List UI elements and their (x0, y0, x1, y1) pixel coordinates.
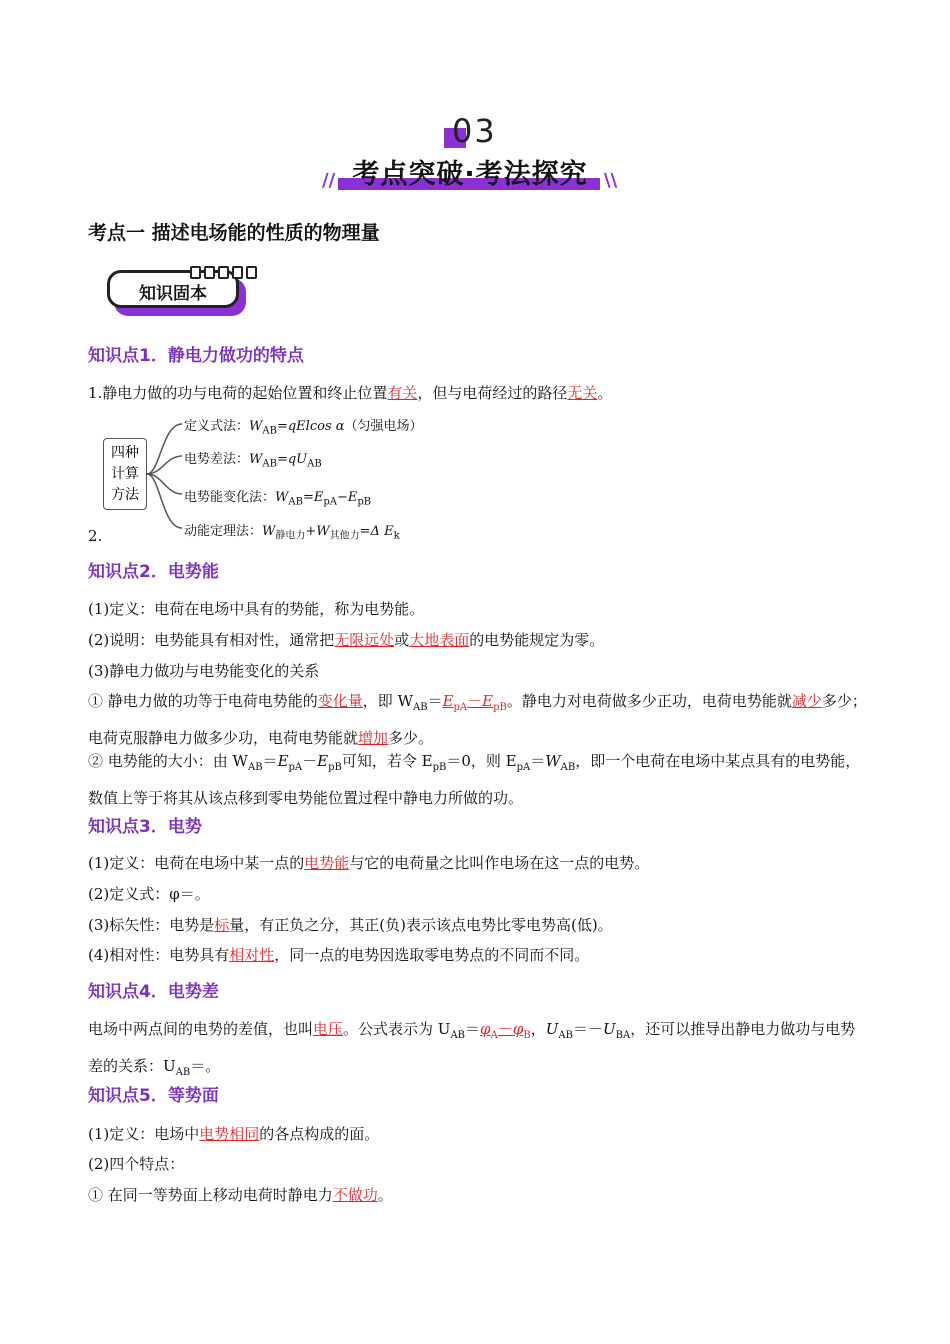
kp1-line2: 2. (88, 527, 103, 545)
kp2-relation-1: ① 静电力做的功等于电荷电势能的变化量，即 $W_{AB}=E_{pA}-E_{pB}$。静电力对电荷做多少正功，电荷电势能就减少多少；电荷克服静电力做多少功，电荷电势能就增加多少。 (88, 692, 867, 747)
kp2-heading: 知识点2．电势能 (88, 562, 219, 582)
kp3-definition: (1)定义：电荷在电场中某一点的电势能与它的电荷量之比叫作电场在这一点的电势。 (88, 854, 650, 872)
kp2-relation-title: (3)静电力做功与电势能变化的关系 (88, 662, 320, 680)
kp5-definition: (1)定义：电场中电势相同的各点构成的面。 (88, 1125, 380, 1143)
method-kinetic-energy: 动能定理法：$W_{静电力}+W_{其他力}=\Delta$ $E_k$ (184, 524, 400, 542)
method-energy-change: 电势能变化法：$W_{AB}=E_{pA}-E_{pB}$ (184, 490, 372, 508)
kp3-formula: (2)定义式：φ＝。 (88, 885, 210, 903)
badge-label: 知识固本 (139, 284, 207, 304)
method-definition: 定义式法：$W_{AB}=qElcos$ α（匀强电场） (184, 419, 423, 437)
kp1-line1: 1.静电力做的功与电荷的起始位置和终止位置有关，但与电荷经过的路径无关。 (88, 384, 613, 402)
banner-title: 考点突破·考法探究 (352, 159, 588, 190)
kp5-heading: 知识点5．等势面 (88, 1086, 219, 1106)
kp5-features: (2)四个特点： (88, 1155, 185, 1173)
kp4-heading: 知识点4．电势差 (88, 982, 219, 1002)
kp5-feature-1: ① 在同一等势面上移动电荷时静电力不做功。 (88, 1186, 393, 1204)
kp3-relativity: (4)相对性：电势具有相对性，同一点的电势因选取零电势点的不同而不同。 (88, 946, 590, 964)
kp4-text: 电场中两点间的电势的差值，也叫电压。公式表示为 $U_{AB}=\varphi_A-\varphi_B$，$U_{AB}=-U_{BA}$，还可以推导出静电力做功与电势差的关系：$U_{AB}=$。 (88, 1020, 856, 1078)
badge-rings (190, 266, 257, 279)
topic-title: 考点一 描述电场能的性质的物理量 (88, 222, 380, 244)
banner-slash-right: \\ (604, 170, 618, 191)
kp3-heading: 知识点3．电势 (88, 817, 202, 837)
kp1-heading: 知识点1．静电力做功的特点 (88, 346, 304, 366)
banner-slash-left: // (322, 170, 336, 191)
section-number: 03 (452, 112, 497, 150)
kp2-definition: (1)定义：电荷在电场中具有的势能，称为电势能。 (88, 600, 425, 618)
method-potential-difference: 电势差法：$W_{AB}=qU_{AB}$ (184, 452, 322, 470)
kp2-relation-2: ② 电势能的大小：由 $W_{AB}=E_{pA}-E_{pB}$可知，若令 $E_{pB}=0$，则 $E_{pA}=W_{AB}$，即一个电荷在电场中某点具有的电势能，数值上等于将其从该点移到零电势能位置过程中静电力所做的功。 (88, 752, 861, 807)
kp3-scalar: (3)标矢性：电势是标量，有正负之分，其正(负)表示该点电势比零电势高(低)。 (88, 916, 613, 934)
kp2-explanation: (2)说明：电势能具有相对性，通常把无限远处或大地表面的电势能规定为零。 (88, 631, 605, 649)
method-box: 四种 计算 方法 (103, 438, 147, 510)
